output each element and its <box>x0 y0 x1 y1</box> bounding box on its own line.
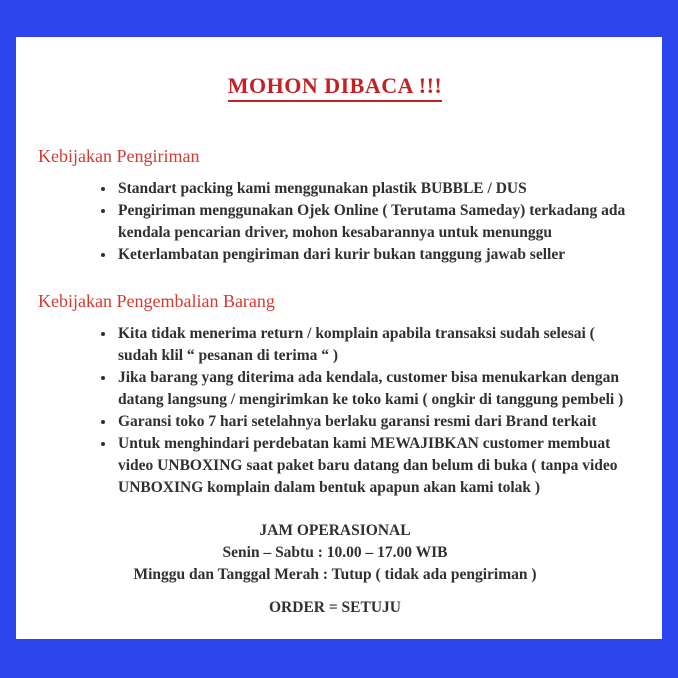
bullet-item: • Untuk menghindari perdebatan kami MEWAJIBKAN customer membuat video UNBOXING saat paket baru datang dan belum di buka ( tanpa video UNBOXING komplain dalam bentuk apapun akan kami tolak ) <box>116 433 632 499</box>
order-agreement-note: ORDER = SETUJU <box>269 599 401 616</box>
notice-page <box>16 37 662 639</box>
bullet-list <box>100 178 632 266</box>
policy-section <box>38 146 632 266</box>
bullet-item: • Standart packing kami menggunakan plastik BUBBLE / DUS <box>116 178 632 200</box>
title-container <box>38 73 632 102</box>
operational-hours-block <box>38 520 632 619</box>
bullet-list <box>100 323 632 499</box>
bullet-item: • Kita tidak menerima return / komplain apabila transaksi sudah selesai ( sudah klil “ pesanan di terima “ ) <box>116 323 632 367</box>
bullet-item: • Garansi toko 7 hari setelahnya berlaku garansi resmi dari Brand terkait <box>116 411 632 433</box>
section-heading: Kebijakan Pengembalian Barang <box>38 291 275 311</box>
bullet-item: • Jika barang yang diterima ada kendala, customer bisa menukarkan dengan datang langsung / mengirimkan ke toko kami ( ongkir di tanggung pembeli ) <box>116 367 632 411</box>
operational-hours-weekdays: Senin – Sabtu : 10.00 – 17.00 WIB <box>222 544 448 561</box>
page-title: MOHON DIBACA !!! <box>228 73 443 102</box>
policy-section <box>38 291 632 499</box>
bullet-item: • Pengiriman menggunakan Ojek Online ( Terutama Sameday) terkadang ada kendala pencarian driver, mohon kesabarannya untuk menunggu <box>116 200 632 244</box>
operational-hours-title: JAM OPERASIONAL <box>259 522 411 539</box>
policy-sections <box>38 146 632 499</box>
operational-hours-holiday: Minggu dan Tanggal Merah : Tutup ( tidak ada pengiriman ) <box>133 566 537 583</box>
bullet-item: • Keterlambatan pengiriman dari kurir bukan tanggung jawab seller <box>116 244 632 266</box>
section-heading: Kebijakan Pengiriman <box>38 146 200 166</box>
